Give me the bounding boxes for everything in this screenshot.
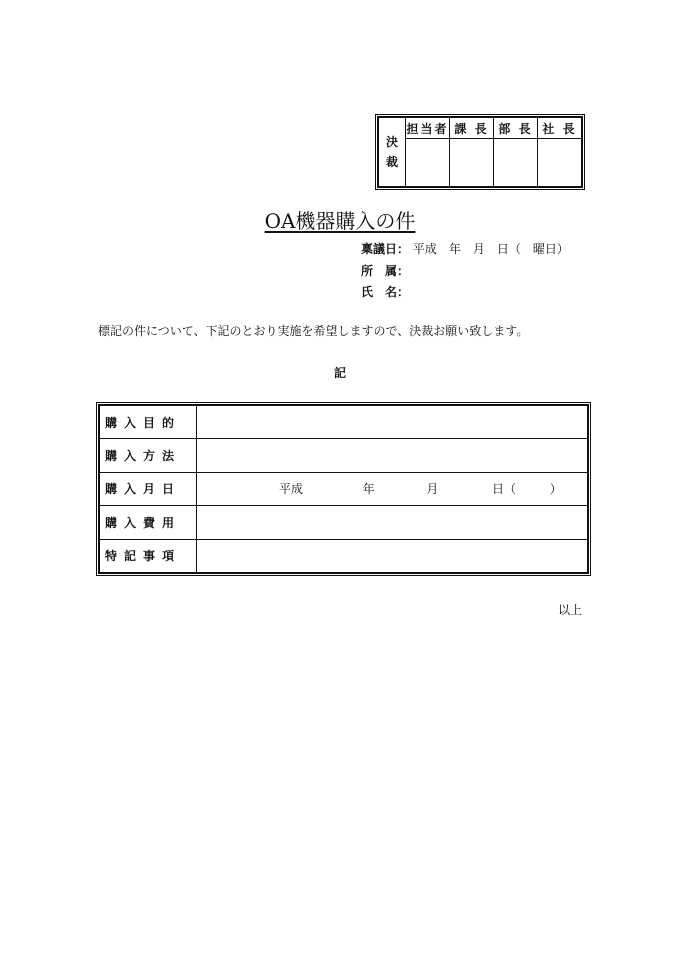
- name-line: [361, 283, 409, 300]
- form-value-notes[interactable]: [197, 539, 588, 572]
- date-day: 日（: [492, 482, 517, 497]
- approval-role-bucho: 部 長: [494, 118, 538, 139]
- form-value-cost[interactable]: [197, 506, 588, 539]
- approval-stamp-cell-tanto[interactable]: [406, 139, 450, 187]
- request-body-text: 標記の件について、下記のとおり実施を希望しますので、決裁お願い致します。: [98, 324, 529, 338]
- document-title: OA機器購入の件: [264, 209, 416, 233]
- form-label-purpose: 購入目的: [100, 406, 197, 439]
- approval-stamp-cell-shacho[interactable]: [538, 139, 582, 187]
- form-label-cost: 購入費用: [100, 506, 197, 539]
- form-value-method[interactable]: [197, 439, 588, 472]
- form-row-purpose: [100, 406, 588, 439]
- date-era: 平成: [279, 482, 304, 497]
- form-value-date[interactable]: [197, 472, 588, 505]
- department-line: [361, 262, 409, 279]
- department-label: 所 属：: [361, 264, 410, 278]
- name-label: 氏 名：: [361, 285, 410, 299]
- form-label-notes: 特記事項: [100, 539, 197, 572]
- approval-role-kacho: 課 長: [450, 118, 494, 139]
- form-row-date: [100, 472, 588, 505]
- date-close-paren: ）: [549, 482, 562, 497]
- form-row-method: [100, 439, 588, 472]
- purchase-form: [96, 402, 591, 576]
- approval-stamp-cell-kacho[interactable]: [450, 139, 494, 187]
- closing-text: 以上: [558, 603, 583, 617]
- form-row-cost: [100, 506, 588, 539]
- approval-stamp-cell-bucho[interactable]: [494, 139, 538, 187]
- ki-heading: 記: [333, 366, 346, 380]
- date-month: 月: [426, 482, 439, 497]
- approval-side-label: [379, 118, 406, 187]
- draft-date-label: 稟議日：: [361, 242, 410, 256]
- draft-date-line: [361, 240, 569, 257]
- date-year: 年: [362, 482, 375, 497]
- form-row-notes: [100, 539, 588, 572]
- purchase-form-table: [99, 405, 588, 573]
- draft-date-value[interactable]: 平成 年 月 日（ 曜日）: [412, 242, 569, 256]
- form-value-purpose[interactable]: [197, 406, 588, 439]
- approval-side-label-1: 決: [385, 135, 398, 149]
- approval-role-tanto: 担当者: [406, 118, 450, 139]
- approval-side-label-2: 裁: [385, 155, 398, 169]
- approval-role-shacho: 社 長: [538, 118, 582, 139]
- form-label-date: 購入月日: [100, 472, 197, 505]
- approval-stamp-box: [375, 114, 585, 190]
- approval-table: [378, 117, 582, 187]
- form-label-method: 購入方法: [100, 439, 197, 472]
